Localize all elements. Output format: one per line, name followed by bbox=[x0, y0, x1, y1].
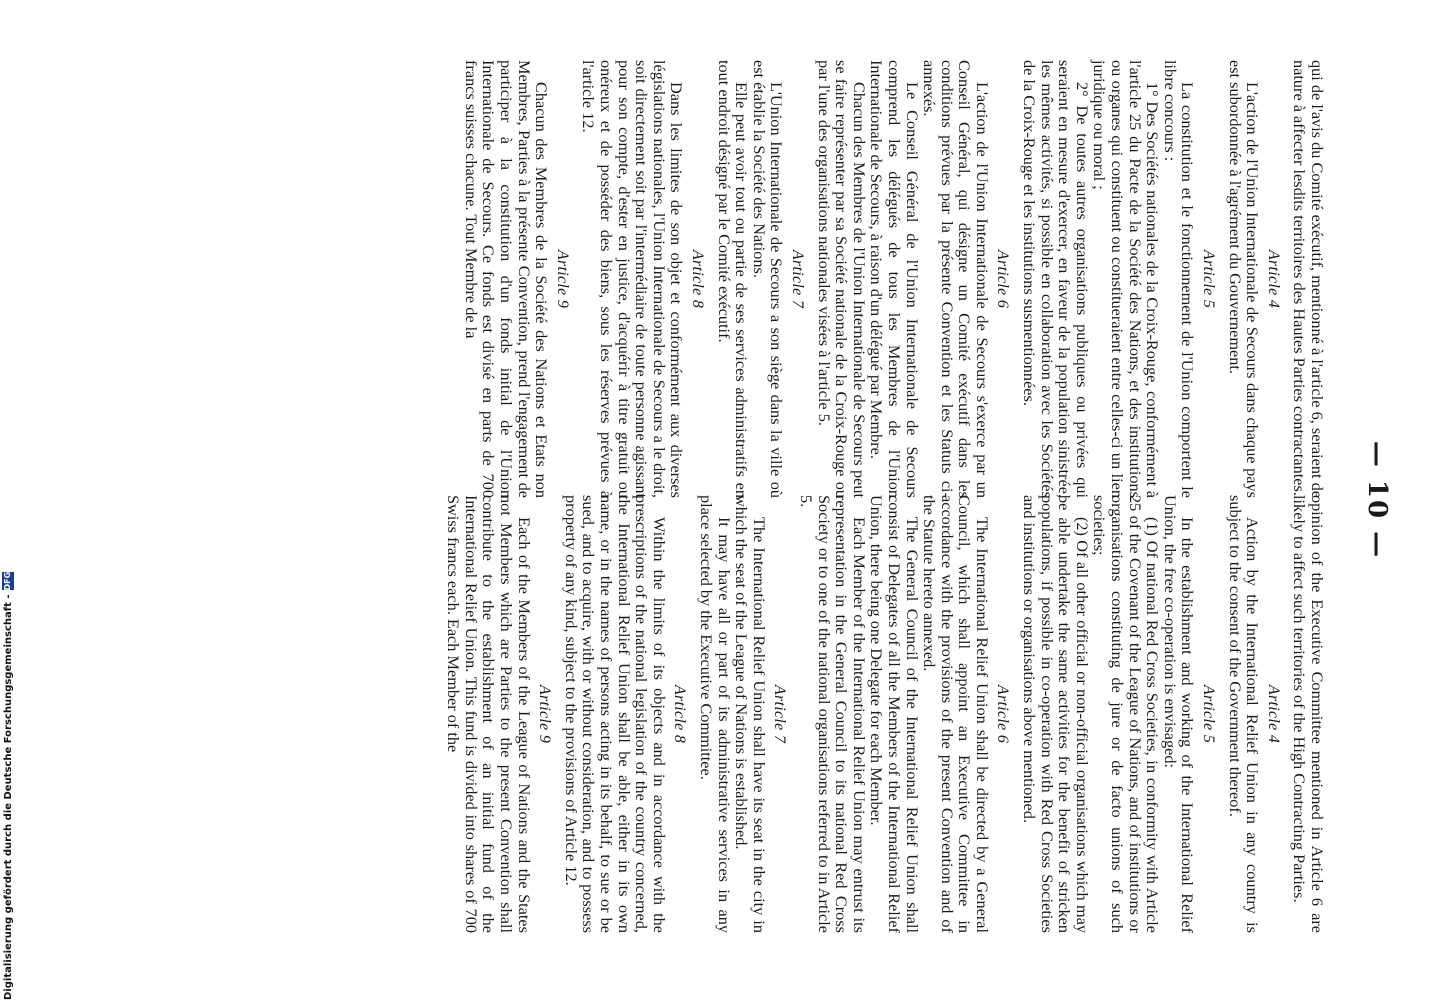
english-paragraph: The International Relief Union shall have its seat in the city in which the seat of the League of Nations is established. bbox=[732, 495, 769, 933]
french-article-heading: Article 8 bbox=[689, 249, 706, 309]
page-number: — 10 — bbox=[1362, 440, 1392, 560]
french-paragraph: 1° Des Sociétés nationales de la Croix-Rouge, conformément à l'article 25 du Pacte de la Société des Nations, et des institutions ou organes qui constituent ou constitueraient entre celles-ci un lien juridique ou moral ; bbox=[1090, 60, 1163, 498]
english-text-column bbox=[445, 495, 1326, 933]
french-article-heading: Article 7 bbox=[788, 249, 806, 309]
english-article-heading: Article 9 bbox=[536, 684, 554, 744]
french-paragraph: Le Conseil Général de l'Union Internationale de Secours comprend les délégués de tous les Membres de l'Union Internationale de Secours, à raison d'un délégué par Membre. bbox=[867, 60, 922, 498]
english-article-heading: Article 4 bbox=[1264, 684, 1282, 744]
dfg-logo-icon: DFG bbox=[3, 571, 12, 591]
english-paragraph: opinion of the Executive Committee mentioned in Article 6 are likely to affect such territories of the High Contracting Parties. bbox=[1290, 495, 1327, 933]
french-paragraph: Chacun des Membres de l'Union Internationale de Secours peut se faire représenter par sa Société nationale de la Croix-Rouge ou par l'une des organisations nationales visées à l'article 5. bbox=[814, 60, 869, 498]
english-article-heading: Article 8 bbox=[671, 684, 689, 744]
english-paragraph: Each Member of the International Relief Union may entrust its representation in the General Council to its national Red Cross Society or to one of the national organisations referred to in Article 5. bbox=[796, 495, 869, 933]
english-paragraph: (1) Of national Red Cross Societies, in conformity with Article 25 of the Covenant of the League of Nations, and of institutions or organisations constituting de jure or de facto unions of such societies; bbox=[1090, 495, 1163, 933]
english-article-heading: Article 6 bbox=[994, 684, 1012, 744]
english-paragraph: It may have all or part of its administrative services in any place selected by the Executive Committee. bbox=[697, 495, 734, 933]
english-paragraph: (2) Of all other official or non-official organisations which may be able undertake the same activities for the benefit of stricken populations, if possible in co-operation with Red Cross Societies and institutions or organisations above mentioned. bbox=[1020, 495, 1092, 933]
french-paragraph: qui de l'avis du Comité exécutif, mentionné à l'article 6, seraient de nature à affecter lesdits territoires des Hautes Parties contractantes. bbox=[1290, 60, 1327, 498]
credit-text: Digitalisierung gefördert durch die Deutsche Forschungsgemeinschaft - bbox=[2, 594, 14, 1000]
english-article-heading: Article 7 bbox=[771, 684, 789, 744]
french-article-heading: Article 5 bbox=[1200, 249, 1218, 309]
french-text-column bbox=[462, 60, 1326, 498]
french-article-heading: Article 6 bbox=[994, 249, 1012, 309]
english-paragraph: Action by the International Relief Union in any country is subject to the consent of the Government thereof. bbox=[1225, 495, 1263, 933]
english-paragraph: The International Relief Union shall be directed by a General Council, which shall appoint an Executive Committee in accordance with the provisions of the present Convention and of the Statute hereto annexed. bbox=[920, 495, 992, 933]
french-paragraph: L'Union Internationale de Secours a son siège dans la ville où est établie la Société des Nations. bbox=[749, 60, 787, 498]
french-paragraph: Elle peut avoir tout ou partie de ses services administratifs en tout endroit désigné par le Comité exécutif. bbox=[714, 60, 752, 498]
french-paragraph: Dans les limites de son objet et conformément aux diverses législations nationales, l'Union Internationale de Secours a le droit, soit directement soit par l'intermédiaire de toute personne agissant pour son compte, d'ester en justice, d'acquérir à titre gratuit ou onéreux et de posséder des biens, sous les réserves prévues à l'article 12. bbox=[579, 60, 687, 498]
digitization-credit bbox=[0, 571, 16, 1000]
french-article-heading: Article 9 bbox=[553, 249, 571, 309]
french-paragraph: L'action de l'Union Internationale de Secours s'exerce par un Conseil Général, qui désigne un Comité exécutif dans les conditions prévues par la présente Convention et les Statuts ci-annexés. bbox=[920, 60, 992, 498]
french-paragraph: Chacun des Membres de la Société des Nations et Etats non Membres, Parties à la présente Convention, prend l'engagement de participer à la constitution d'un fonds initial de l'Union Internationale de Secours. Ce fonds est divisé en parts de 700 francs suisses chacune. Tout Membre de la bbox=[461, 60, 552, 498]
english-paragraph: Within the limits of its objects and in accordance with the prescriptions of the national legislation of the country concerned, the International Relief Union shall be able, either in its own name, or in the names of persons acting in its behalf, to sue or be sued, and to acquire, with or without consideration, and to possess property of any kind, subject to the provisions of Article 12. bbox=[561, 495, 669, 933]
english-paragraph: The General Council of the International Relief Union shall consist of Delegates of all the Members of the International Relief Union, there being one Delegate for each Member. bbox=[867, 495, 922, 933]
french-paragraph: 2° De toutes autres organisations publiques ou privées qui seraient en mesure d'exercer, en faveur de la population sinistrée, les mêmes activités, si possible en collaboration avec les Sociétés de la Croix-Rouge et les institutions susmentionnées. bbox=[1020, 60, 1092, 498]
french-article-heading: Article 4 bbox=[1264, 249, 1282, 309]
english-article-heading: Article 5 bbox=[1200, 684, 1218, 744]
english-paragraph: Each of the Members of the League of Nations and the States not Members which are Parties to the present Convention shall contribute to the establishment of an initial fund of the International Relief Union. This fund is divided into shares of 700 Swiss francs each. Each Member of the bbox=[444, 495, 534, 933]
french-paragraph: L'action de l'Union Internationale de Secours dans chaque pays est subordonnée à l'agrément du Gouvernement. bbox=[1225, 60, 1263, 498]
french-paragraph: La constitution et le fonctionnement de l'Union comportent le libre concours : bbox=[1160, 60, 1198, 498]
english-paragraph: In the establishment and working of the International Relief Union, the free co-operation is envisaged: bbox=[1160, 495, 1198, 933]
